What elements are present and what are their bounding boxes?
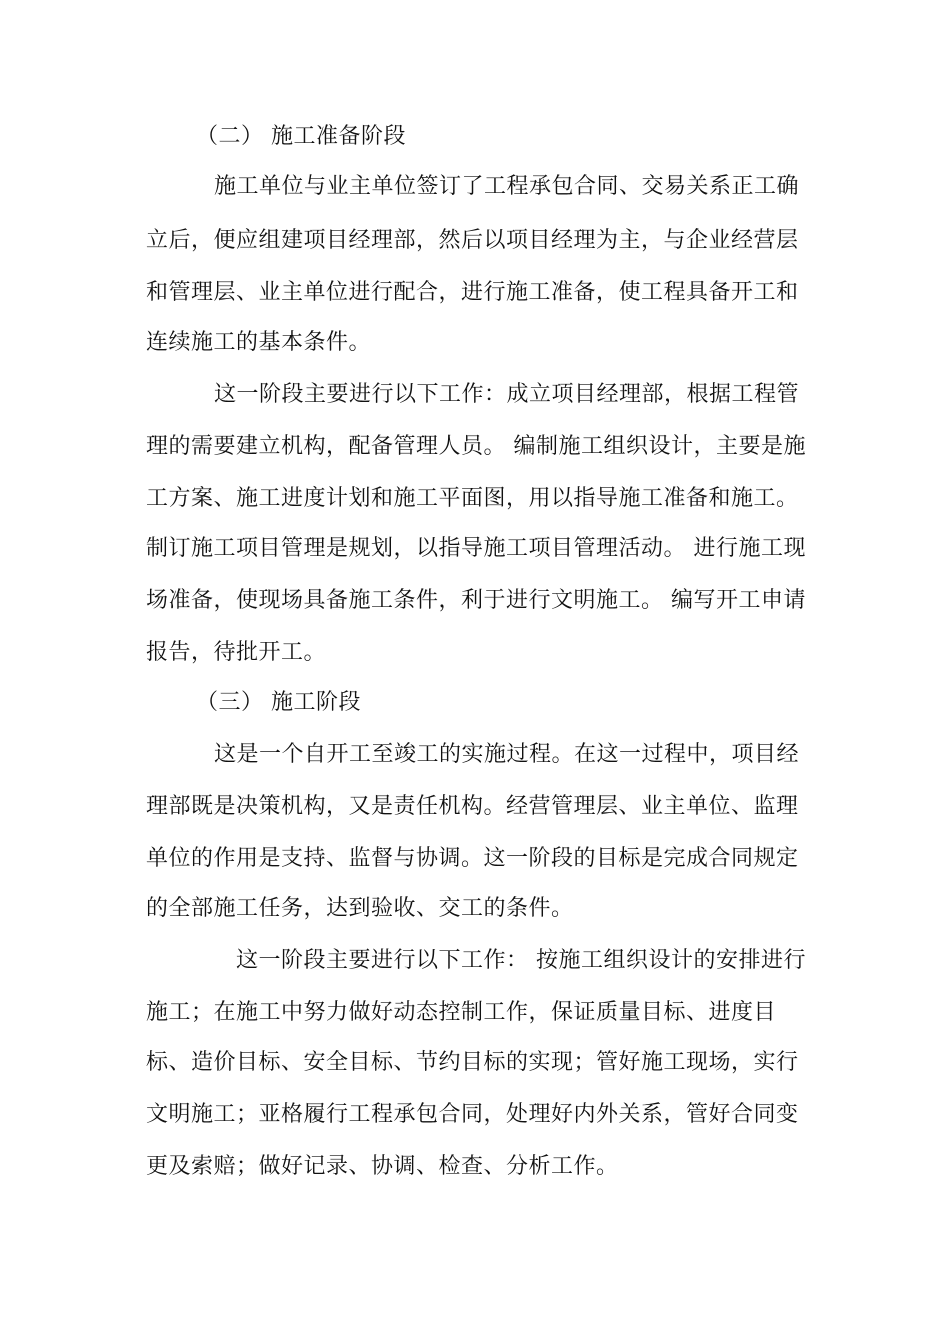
section-2-heading: （二） 施工准备阶段 <box>196 124 406 149</box>
text-line: 理的需要建立机构，配备管理人员。 编制施工组织设计，主要是施 <box>146 434 806 459</box>
text-line: 更及索赔；做好记录、协调、检查、分析工作。 <box>146 1154 619 1179</box>
text-line: 场准备，使现场具备施工条件，利于进行文明施工。 编写开工申请 <box>146 588 806 613</box>
text-line: 文明施工；亚格履行工程承包合同，处理好内外关系，管好合同变 <box>146 1102 799 1127</box>
section-3-heading: （三） 施工阶段 <box>196 690 361 715</box>
text-line: 标、造价目标、安全目标、节约目标的实现；管好施工现场，实行 <box>146 1050 799 1075</box>
text-line: 报告，待批开工。 <box>146 640 327 665</box>
text-line: 施工单位与业主单位签订了工程承包合同、交易关系正工确 <box>214 174 800 199</box>
text-line: 和管理层、业主单位进行配合，进行施工准备，使工程具备开工和 <box>146 280 799 305</box>
text-line: 单位的作用是支持、监督与协调。这一阶段的目标是完成合同规定 <box>146 846 799 871</box>
text-line: 施工；在施工中努力做好动态控制工作，保证质量目标、进度目 <box>146 1000 777 1025</box>
text-line: 立后，便应组建项目经理部，然后以项目经理为主，与企业经营层 <box>146 228 799 253</box>
text-line: 这一阶段主要进行以下工作：成立项目经理部，根据工程管 <box>214 382 800 407</box>
text-line: 的全部施工任务，达到验收、交工的条件。 <box>146 896 574 921</box>
text-line: 理部既是决策机构，又是责任机构。经营管理层、业主单位、监理 <box>146 794 799 819</box>
text-line: 制订施工项目管理是规划，以指导施工项目管理活动。 进行施工现 <box>146 536 806 561</box>
text-line: 工方案、施工进度计划和施工平面图，用以指导施工准备和施工。 <box>146 486 799 511</box>
text-line: 这是一个自开工至竣工的实施过程。在这一过程中，项目经 <box>214 742 800 767</box>
text-line: 连续施工的基本条件。 <box>146 330 372 355</box>
text-line: 这一阶段主要进行以下工作： 按施工组织设计的安排进行 <box>236 948 806 973</box>
